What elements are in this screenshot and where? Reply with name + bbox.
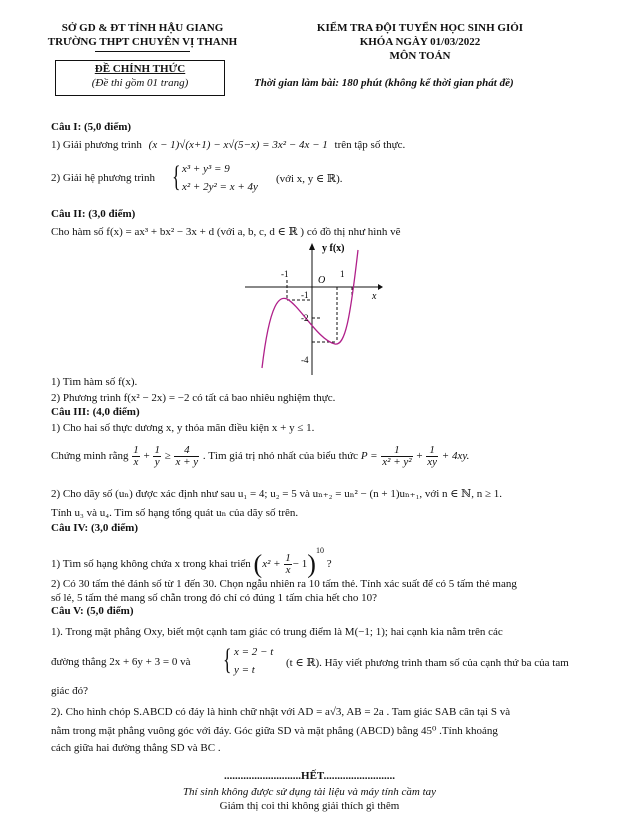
q5-system-brace: { [223, 643, 232, 676]
end-marker: ............................HẾT.......................... [224, 770, 395, 782]
frac5-den: xy [427, 456, 438, 468]
q1-part1-math: (x − 1)√(x+1) − x√(5−x) = 3x² − 4x − 1 [148, 139, 328, 151]
q1-system-eq1: x³ + y³ = 9 [182, 163, 230, 175]
exam-date: KHÓA NGÀY 01/03/2022 [359, 36, 481, 48]
graph-x-arrow [378, 284, 383, 290]
q2-title: Câu II: (3,0 điểm) [51, 208, 136, 220]
q4-expansion-tail: − 1 [292, 558, 308, 570]
time-note: Thời gian làm bài: 180 phút (không kể thời gian phát đề) [254, 77, 514, 89]
q1-part1-post: trên tập số thực. [334, 139, 406, 151]
frac3-num: 4 [174, 445, 199, 457]
frac1-num: 1 [133, 444, 139, 456]
q4-exponent: 10 [315, 546, 324, 555]
q3-part2b: Tính u₃ và u₄. Tìm số hạng tổng quát uₙ của dãy số trên. [51, 507, 299, 519]
q2-intro: Cho hàm số f(x) = ax³ + bx² − 3x + d (với a, b, c, d ∈ ℝ ) có đồ thị như hình vẽ [51, 226, 401, 238]
q3-part2: 2) Cho dãy số (uₙ) được xác định như sau u₁ = 4; u₂ = 5 và uₙ₊₂ = uₙ² − (n + 1)uₙ₊₁, với n ∈ ℕ, n ≥ 1. [51, 488, 503, 500]
graph-y-label: y f(x) [322, 243, 345, 254]
q5-part2-line1: 2). Cho hình chóp S.ABCD có đáy là hình chữ nhật với AD = a√3, AB = 2a . Tam giác SAB cân tại S và [51, 706, 511, 718]
q3-part1b: Chứng minh rằng $\frac{1}{x}$ + $\frac{1}{y}$ ≥ $\frac{4}{x + y}$ . Tìm giá trị nhỏ nhất của biểu thức P = $\frac{1}{\text{x² + y²}}$ + $\frac{1}{xy}$ + 4xy. [51, 444, 470, 468]
frac4-num: 1 [381, 445, 412, 457]
graph-origin: O [318, 275, 326, 286]
footer-note-2: Giám thị coi thi không giải thích gì thêm [219, 800, 400, 812]
q5-part1-line2-pre: đường thẳng 2x + 6y + 3 = 0 và [51, 656, 191, 668]
footer-note-1: Thí sinh không được sử dụng tài liệu và máy tính cầm tay [182, 786, 437, 798]
tick-x-neg1: -1 [281, 269, 289, 279]
pages-note: (Đề thi gồm 01 trang) [91, 77, 189, 89]
frac3-den: x + y [175, 456, 199, 468]
ge-sign: ≥ [164, 450, 171, 463]
q5-part1-line3: giác đó? [51, 685, 88, 697]
q4-part1-pre: 1) Tìm số hạng không chứa x trong khai triển [51, 558, 251, 570]
frac5-num: 1 [426, 445, 438, 457]
q1-system-brace: { [172, 160, 181, 193]
frac2-num: 1 [154, 444, 160, 456]
plus-sign: + [143, 450, 150, 463]
q4-frac-den: x [285, 563, 291, 576]
q3-prove-label: Chứng minh rằng [51, 450, 129, 463]
q3-title: Câu III: (4,0 điểm) [51, 406, 140, 418]
q5-title: Câu V: (5,0 điểm) [51, 605, 134, 617]
q5-part2-line2: nằm trong mặt phẳng vuông góc với đáy. Góc giữa SD và mặt phẳng (ABCD) bằng 45⁰ .Tính khoảng [51, 725, 498, 737]
q4-frac-num: 1 [285, 551, 291, 564]
q4-part1 [51, 546, 332, 579]
q4-part2-line2: số lẻ, 5 tấm thẻ mang số chẵn trong đó chỉ có đúng 1 tấm chia hết cho 10? [51, 592, 377, 604]
paren-open: ( [253, 549, 263, 579]
school-name: TRƯỜNG THPT CHUYÊN VỊ THANH [47, 36, 238, 48]
q5-part1-line2-post: (t ∈ ℝ). Hãy viết phương trình tham số của cạnh thứ ba của tam [286, 657, 569, 669]
official-label: ĐỀ CHÍNH THỨC [94, 63, 186, 75]
frac2-den: y [154, 456, 160, 468]
q5-part2-line3: cách giữa hai đường thẳng SD và BC . [51, 742, 221, 754]
department-name: SỞ GD & ĐT TỈNH HẬU GIANG [61, 22, 224, 34]
q4-part2-line1: 2) Có 30 tấm thẻ đánh số từ 1 đến 30. Chọn ngẫu nhiên ra 10 tấm thẻ. Tính xác suất để có 5 tấm thẻ mang [51, 578, 517, 590]
paren-close: ) [307, 549, 316, 579]
q3-part1: 1) Cho hai số thực dương x, y thỏa mãn điều kiện x + y ≤ 1. [51, 422, 315, 434]
graph-x-label: x [372, 291, 377, 302]
q1-title: Câu I: (5,0 điểm) [51, 121, 132, 133]
q5-system-eq2: y = t [234, 664, 255, 676]
tick-y-neg4: -4 [301, 355, 309, 365]
frac1-den: x [133, 456, 139, 468]
tick-x-1: 1 [340, 269, 345, 279]
q3-min-text: . Tìm giá trị nhỏ nhất của biểu thức [202, 450, 359, 463]
exam-subject: MÔN TOÁN [389, 50, 451, 62]
tick-y-neg2: -2 [301, 313, 309, 323]
graph-y-arrow [309, 243, 315, 250]
q1-system-eq2: x² + 2y² = x + 4y [182, 181, 258, 193]
q1-part2-post: (với x, y ∈ ℝ). [276, 173, 343, 185]
frac4-den: x² + y² [382, 456, 412, 468]
exam-title: KIỂM TRA ĐỘI TUYỂN HỌC SINH GIỎI [316, 22, 524, 34]
q4-title: Câu IV: (3,0 điểm) [51, 522, 138, 534]
graph-curve [262, 250, 358, 368]
q5-part1-line1: 1). Trong mặt phẳng Oxy, biết một cạnh tam giác có trung điểm là M(−1; 1); hai cạnh kia nằm trên các [51, 626, 503, 638]
q4-question-mark: ? [326, 558, 332, 570]
q2-part1: 1) Tìm hàm số f(x). [51, 376, 138, 388]
tick-y-neg1: -1 [301, 290, 309, 300]
expr-end: + 4xy. [441, 450, 470, 463]
q1-part1-pre: 1) Giải phương trình [51, 139, 142, 151]
q2-part2: 2) Phương trình f(x² − 2x) = −2 có tất cả bao nhiêu nghiệm thực. [51, 392, 336, 404]
expr-P: P = [360, 450, 378, 463]
q1-part2-pre: 2) Giải hệ phương trình [51, 172, 156, 184]
q4-expansion-term: x² + [262, 558, 284, 570]
q5-system-eq1: x = 2 − t [234, 646, 274, 658]
